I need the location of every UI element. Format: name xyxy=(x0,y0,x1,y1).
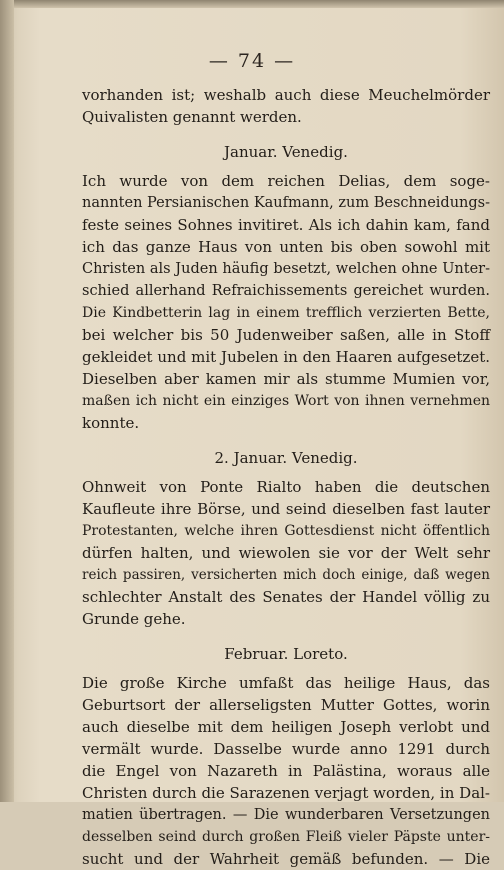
text-line: feste seines Sohnes invitiret. Als ich dahin kam, fand xyxy=(82,216,490,234)
text-line: vorhanden ist; weshalb auch diese Meuchelmörder xyxy=(82,86,490,104)
section-heading: Januar. Venedig. xyxy=(224,143,348,161)
text-line: schied allerhand Refraichissements gereichet wurden. xyxy=(82,283,490,299)
text-line: matien übertragen. — Die wunderbaren Versetzungen xyxy=(82,807,490,823)
text-line: sucht und der Wahrheit gemäß befunden. — Die xyxy=(82,850,490,868)
text-line: vermält wurde. Dasselbe wurde anno 1291 durch xyxy=(82,740,490,758)
text-line: bei welcher bis 50 Judenweiber saßen, alle in Stoff xyxy=(82,326,490,344)
text-line: die Engel von Nazareth in Palästina, woraus alle xyxy=(82,762,490,780)
text-line: auch dieselbe mit dem heiligen Joseph verlobt und xyxy=(82,718,490,736)
text-line: Kaufleute ihre Börse, und seind dieselben fast lauter xyxy=(82,500,490,518)
text-line: reich passiren, versicherten mich doch einige, daß wegen xyxy=(82,567,490,583)
text-line: ich das ganze Haus von unten bis oben sowohl mit xyxy=(82,238,490,256)
text-line: Quivalisten genannt werden. xyxy=(82,108,302,126)
text-line: Christen als Juden häufig besetzt, welchen ohne Unter- xyxy=(82,261,490,277)
book-spine-shadow xyxy=(0,0,14,802)
text-line: Grunde gehe. xyxy=(82,610,186,628)
text-line: Ohnweit von Ponte Rialto haben die deutschen xyxy=(82,478,490,496)
section-heading: Februar. Loreto. xyxy=(224,645,348,663)
text-line: Ich wurde von dem reichen Delias, dem soge- xyxy=(82,172,490,190)
text-line: konnte. xyxy=(82,414,140,432)
text-line: gekleidet und mit Jubelen in den Haaren aufgesetzet. xyxy=(82,348,490,366)
text-line: maßen ich nicht ein einziges Wort von ihnen vernehmen xyxy=(82,393,490,409)
text-line: schlechter Anstalt des Senates der Handel völlig zu xyxy=(82,588,490,606)
text-line: Die große Kirche umfaßt das heilige Haus, das xyxy=(82,674,490,692)
text-line: Dieselben aber kamen mir als stumme Mumien vor, xyxy=(82,370,490,388)
page-number: — 74 — xyxy=(208,50,296,72)
page-top-edge xyxy=(0,0,504,8)
text-line: desselben seind durch großen Fleiß vieler Päpste unter- xyxy=(82,829,490,845)
section-heading: 2. Januar. Venedig. xyxy=(214,449,358,467)
text-line: Geburtsort der allerseligsten Mutter Gottes, worin xyxy=(82,696,490,714)
text-line: dürfen halten, und wiewolen sie vor der Welt sehr xyxy=(82,544,490,562)
text-line: Die Kindbetterin lag in einem trefflich verzierten Bette, xyxy=(82,305,490,321)
text-line: Protestanten, welche ihren Gottesdienst nicht öffentlich xyxy=(82,523,490,539)
text-line: nannten Persianischen Kaufmann, zum Beschneidungs- xyxy=(82,195,490,211)
text-line: Christen durch die Sarazenen verjagt worden, in Dal- xyxy=(82,784,490,802)
